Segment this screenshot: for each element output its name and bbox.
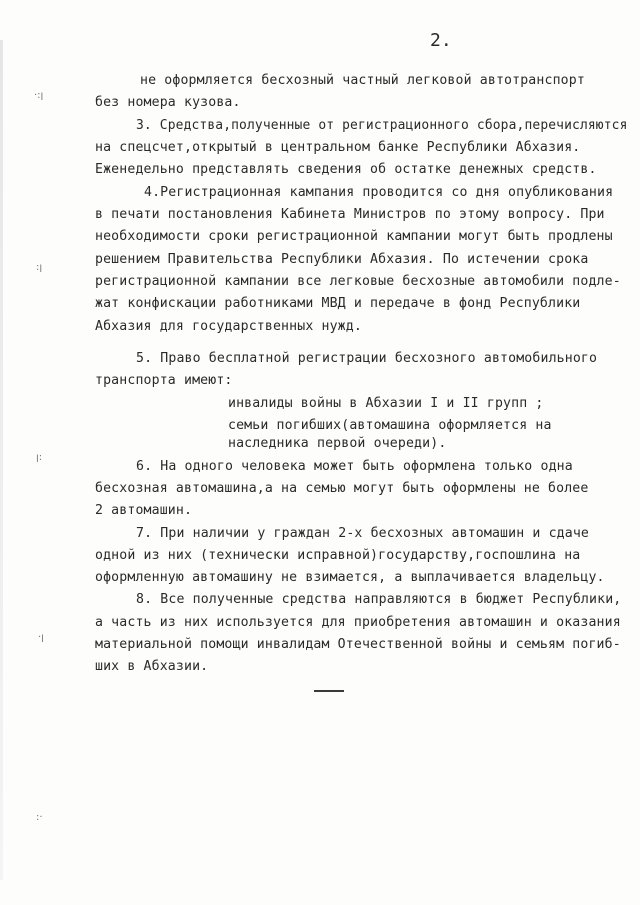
text-line: 2 автомашин. [95, 503, 193, 518]
text-line: жат конфискации работниками МВД и передаче в фонд Республики [95, 296, 581, 311]
binding-hole-mark: :· [36, 812, 43, 823]
binding-hole-mark: ·ꞁ [38, 632, 44, 643]
text-line: материальной помощи инвалидам Отечественной войны и семьям погиб- [95, 637, 621, 652]
text-line: на спецсчет,открытый в центральном банке Республики Абхазия. [95, 140, 581, 155]
text-line: без номера кузова. [95, 95, 241, 110]
text-line: 4.Регистрационная кампания проводится со дня опубликования [144, 185, 614, 200]
page-edge-shadow [0, 40, 3, 880]
text-line: транспорта имеют: [95, 373, 233, 388]
text-line: Абхазия для государственных нужд. [95, 319, 362, 334]
text-line: решением Правительства Республики Абхазия. По истечении срока [95, 252, 589, 267]
text-line: наследника первой очереди). [228, 436, 447, 451]
text-line: ших в Абхазии. [95, 659, 209, 674]
text-line: 7. При наличии у граждан 2-х бесхозных автомашин и сдаче [136, 526, 590, 541]
text-line: бесхозная автомашина,а на семью могут быть оформлены не более [95, 481, 589, 496]
text-line: одной из них (технически исправной)государству,госпошлина на [95, 548, 581, 563]
text-line: 8. Все полученные средства направляются в бюджет Республики, [136, 592, 622, 607]
text-line: в печати постановления Кабинета Министров по этому вопросу. При [95, 207, 605, 222]
binding-hole-mark: :ꞁ [36, 262, 43, 273]
text-line: инвалиды войны в Абхазии I и II групп ; [228, 396, 544, 411]
text-line: 3. Средства,полученные от регистрационного сбора,перечисляются [136, 118, 628, 133]
text-line: а часть из них используется для приобретения автомашин и оказания [95, 615, 621, 630]
page-number: 2. [430, 30, 452, 51]
text-line: Еженедельно представлять сведения об остатке денежных средств. [95, 162, 597, 177]
text-line: 6. На одного человека может быть оформлена только одна [136, 459, 573, 474]
text-line: 5. Право бесплатной регистрации бесхозного автомобильного [136, 351, 598, 366]
closing-divider [314, 690, 344, 692]
binding-hole-mark: ꞁ: [36, 452, 43, 463]
text-line: не оформляется бесхозный частный легковой автотранспорт [140, 73, 585, 88]
text-line: семьи погибших(автомашина оформляется на [228, 418, 552, 433]
text-line: оформленную автомашину не взимается, а выплачивается владельцу. [95, 570, 605, 585]
text-line: регистрационной кампании все легковые бесхозные автомобили подле- [95, 274, 621, 289]
binding-hole-mark: ·:ꞁ [34, 90, 44, 101]
text-line: необходимости сроки регистрационной кампании могут быть продлены [95, 229, 613, 244]
